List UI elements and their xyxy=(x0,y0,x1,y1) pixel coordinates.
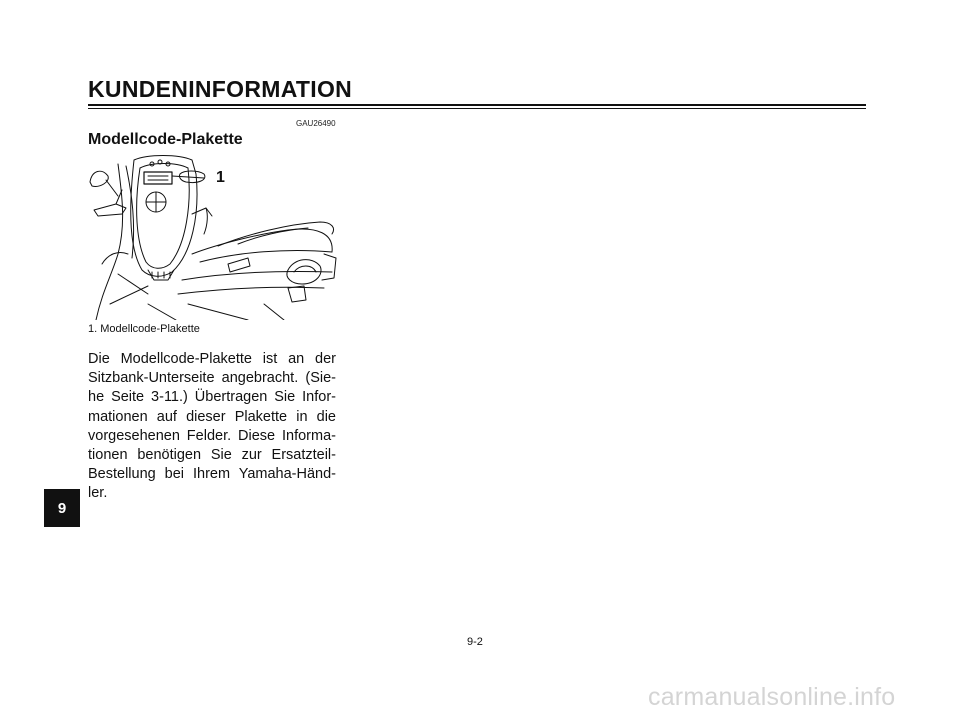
body-line: tionen benötigen Sie zur Ersatzteil- xyxy=(88,447,336,464)
figure-caption: 1. Modellcode-Plakette xyxy=(88,323,200,335)
chapter-tab: 9 xyxy=(44,489,80,527)
body-line: he Seite 3-11.) Übertragen Sie Infor- xyxy=(88,389,336,406)
watermark: carmanualsonline.info xyxy=(648,683,896,711)
body-line: Sitzbank-Unterseite angebracht. (Sie- xyxy=(88,370,336,387)
page-title: KUNDENINFORMATION xyxy=(88,76,353,102)
body-line: Bestellung bei Ihrem Yamaha-Händ- xyxy=(88,466,336,483)
body-line: mationen auf dieser Plakette in die xyxy=(88,408,336,425)
body-paragraph xyxy=(88,350,336,504)
page-number: 9-2 xyxy=(467,636,483,648)
section-title: Modellcode-Plakette xyxy=(88,131,243,148)
body-line: Die Modellcode-Plakette ist an der xyxy=(88,351,336,367)
reference-code: GAU26490 xyxy=(296,119,336,128)
scooter-seat-illustration xyxy=(88,154,338,320)
figure-callout-number: 1 xyxy=(216,169,225,186)
body-line: vorgesehenen Felder. Diese Informa- xyxy=(88,427,336,444)
body-line: ler. xyxy=(88,485,108,502)
header-rule-thin xyxy=(88,108,866,109)
header-rule-thick xyxy=(88,104,866,106)
